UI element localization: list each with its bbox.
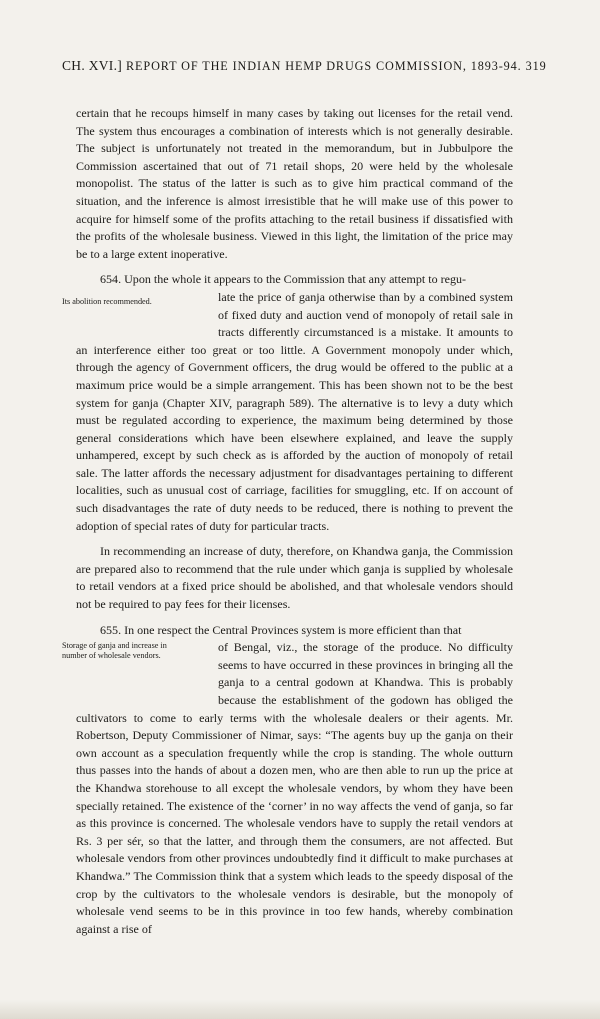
page-number: 319 xyxy=(525,59,547,73)
paragraph-654-continued: In recommending an increase of duty, therefore, on Khandwa ganja, the Commission are prepared also to recommend that the rule under which ganja is supplied by wholesale to retail vendors at a fixed price should be abolished, and that wholesale vendors should not be required to pay fees for their licenses. xyxy=(76,544,513,612)
paragraph-655-text: of Bengal, viz., the storage of the produce. No difficulty seems to have occurred in these provinces in bringing all the ganja to a central godown at Khandwa. This is probably because the establishment of the godown has obliged the cultivators to come to early terms with the wholesale dealers or their agents. Mr. Robertson, Deputy Commissioner of Nimar, says: “The agents buy up the ganja on their own account as a speculation frequently while the crop is standing. The whole outturn thus passes into the hands of about a dozen men, who are then able to run up the price at the Khandwa storehouse to all except the wholesale vendors, by whom they have been specially retained. The existence of the ‘corner’ in no way affects the vend of ganja, so far as this province is concerned. The wholesale vendors have to supply the retail vendors at Rs. 3 per sér, so that the latter, and through them the consumers, are not affected. But wholesale vendors from other provinces undoubtedly find it difficult to make purchases at Khandwa.” The Commission think that a system which leads to the speedy disposal of the crop by the cultivators to the wholesale vendors is desirable, but the monopoly of wholesale vend seems to be in this province in too few hands, whereby combination against a rise of xyxy=(76,640,513,936)
paragraph-655 xyxy=(62,639,513,938)
marginal-note-storage: Storage of ganja and increase in number of wholesale vendors. xyxy=(62,641,167,661)
chapter-label: CH. XVI.] xyxy=(62,58,123,73)
running-header xyxy=(62,58,562,74)
report-title: REPORT OF THE INDIAN HEMP DRUGS COMMISSION, 1893-94. xyxy=(126,59,522,73)
paragraph-continued: certain that he recoups himself in many cases by taking out licenses for the retail vend. The system thus encourages a combination of interests which is not generally desirable. The subject is unfortunately not treated in the memorandum, but in Jubbulpore the Commission ascertained that out of 71 retail shops, 20 were held by the wholesale monopolist. The status of the latter is such as to give him practical command of the situation, and the inference is almost irresistible that he will make use of this power to acquire for himself some of the profits attaching to the retail business if dissatisfied with the profits of the wholesale business. Viewed in this light, the limitation of the price may be to a large extent inoperative. xyxy=(76,106,513,261)
paragraph-654-lead: 654. Upon the whole it appears to the Commission that any attempt to regu- xyxy=(100,272,467,287)
paragraph-654-text: late the price of ganja otherwise than by a combined system of fixed duty and auction vend of monopoly of retail sale in tracts differently circumstanced is a mistake. It amounts to an interference either too great or too little. A Government monopoly under which, through the agency of Government officers, the drug would be offered to the public at a maximum price would be a simple arrangement. This has been shown not to be the best system for ganja (Chapter XIV, paragraph 589). The alternative is to levy a duty which must be regulated according to experience, the maximum being determined by those general considerations which have been elsewhere explained, and leave the supply unhampered, except by such check as is afforded by the auction of monopoly of retail sale. The latter affords the necessary adjustment for disadvantages pertaining to different localities, such as unusual cost of carriage, facilities for smuggling, etc. If on account of such disadvantages the rate of duty needs to be reduced, there is nothing to prevent the adoption of special rates of duty for particular tracts. xyxy=(76,289,513,533)
body-text xyxy=(62,105,513,938)
marginal-note-abolition: Its abolition recommended. xyxy=(62,296,152,306)
paragraph-654 xyxy=(62,289,513,535)
page-bottom-edge xyxy=(0,1000,600,1019)
paragraph-655-lead: 655. In one respect the Central Provinces system is more efficient than that xyxy=(100,622,462,637)
